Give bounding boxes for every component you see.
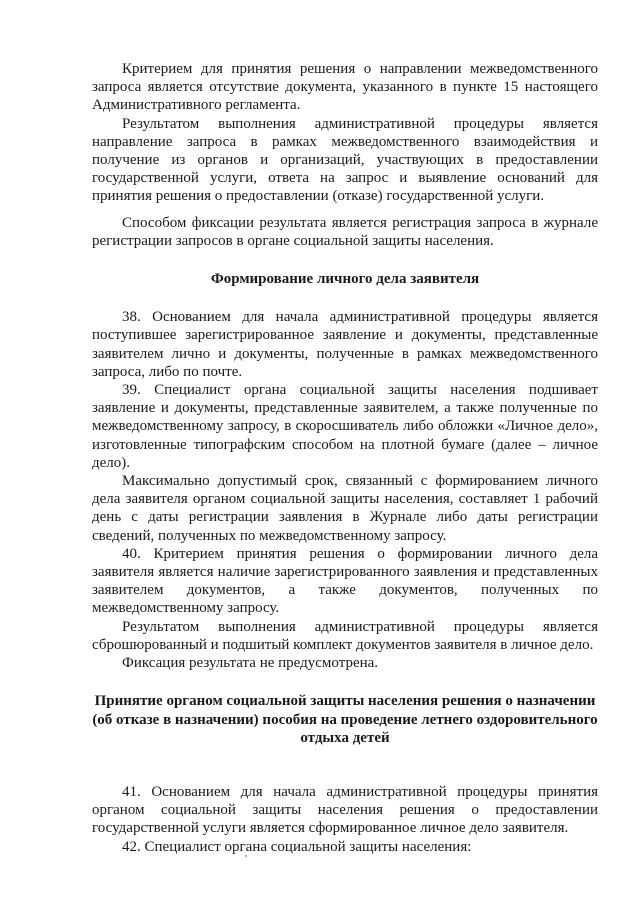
- paragraph-41: 41. Основанием для начала административной процедуры принятия органом социальной защиты населения решения о предоставлении государственной услуги является сформированное личное дело заявителя.: [92, 783, 598, 837]
- paragraph-39: 39. Специалист органа социальной защиты населения подшивает заявление и документы, представленные заявителем, а также полученные по межведомственному запросу, в скоросшиватель либо обложки «Личное дело», изготовленные типографским способом на плотной бумаге (далее – личное дело).: [92, 382, 598, 471]
- document-page: [92, 60, 598, 856]
- paragraph-fixation-request: Способом фиксации результата является регистрация запроса в журнале регистрации запросов в органе социальной защиты населения.: [92, 214, 598, 249]
- section-heading-decision: Принятие органом социальной защиты населения решения о назначении (об отказе в назначении) пособия на проведение летнего оздоровительного отдыха детей: [92, 693, 598, 746]
- paragraph-result-personal-file: Результатом выполнения административной процедуры является сброшюрованный и подшитый комплект документов заявителя в личное дело.: [92, 618, 598, 653]
- paragraph-result-request: Результатом выполнения административной процедуры является направление запроса в рамках межведомственного взаимодействия и получение из органов и организаций, участвующих в предоставлении государственной услуги, ответа на запрос и выявление оснований для принятия решения о предоставлении (отказе) государственной услуги.: [92, 115, 598, 205]
- paragraph-criterion-request: Критерием для принятия решения о направлении межведомственного запроса является отсутствие документа, указанного в пункте 15 настоящего Административного регламента.: [92, 61, 598, 114]
- paragraph-42: 42. Специалист органа социальной защиты населения:: [122, 838, 472, 855]
- paragraph-fixation-none: Фиксация результата не предусмотрена.: [122, 655, 379, 672]
- paragraph-max-term: Максимально допустимый срок, связанный с формированием личного дела заявителя органом социальной защиты населения, составляет 1 рабочий день с даты регистрации заявления в Журнале либо даты регистрации сведений, полученных по межведомственному запросу.: [92, 473, 598, 544]
- paragraph-40: 40. Критерием принятия решения о формировании личного дела заявителя является наличие зарегистрированного заявления и представленных заявителем документов, а также документов, полученных по межведомственному запросу.: [92, 545, 598, 617]
- section-heading-personal-file: Формирование личного дела заявителя: [210, 271, 480, 288]
- paragraph-38: 38. Основанием для начала административной процедуры является поступившее зарегистрированное заявление и документы, представленные заявителем лично и документы, полученные в рамках межведомственного запроса, либо по почте.: [92, 309, 598, 380]
- scan-speck: [245, 855, 247, 857]
